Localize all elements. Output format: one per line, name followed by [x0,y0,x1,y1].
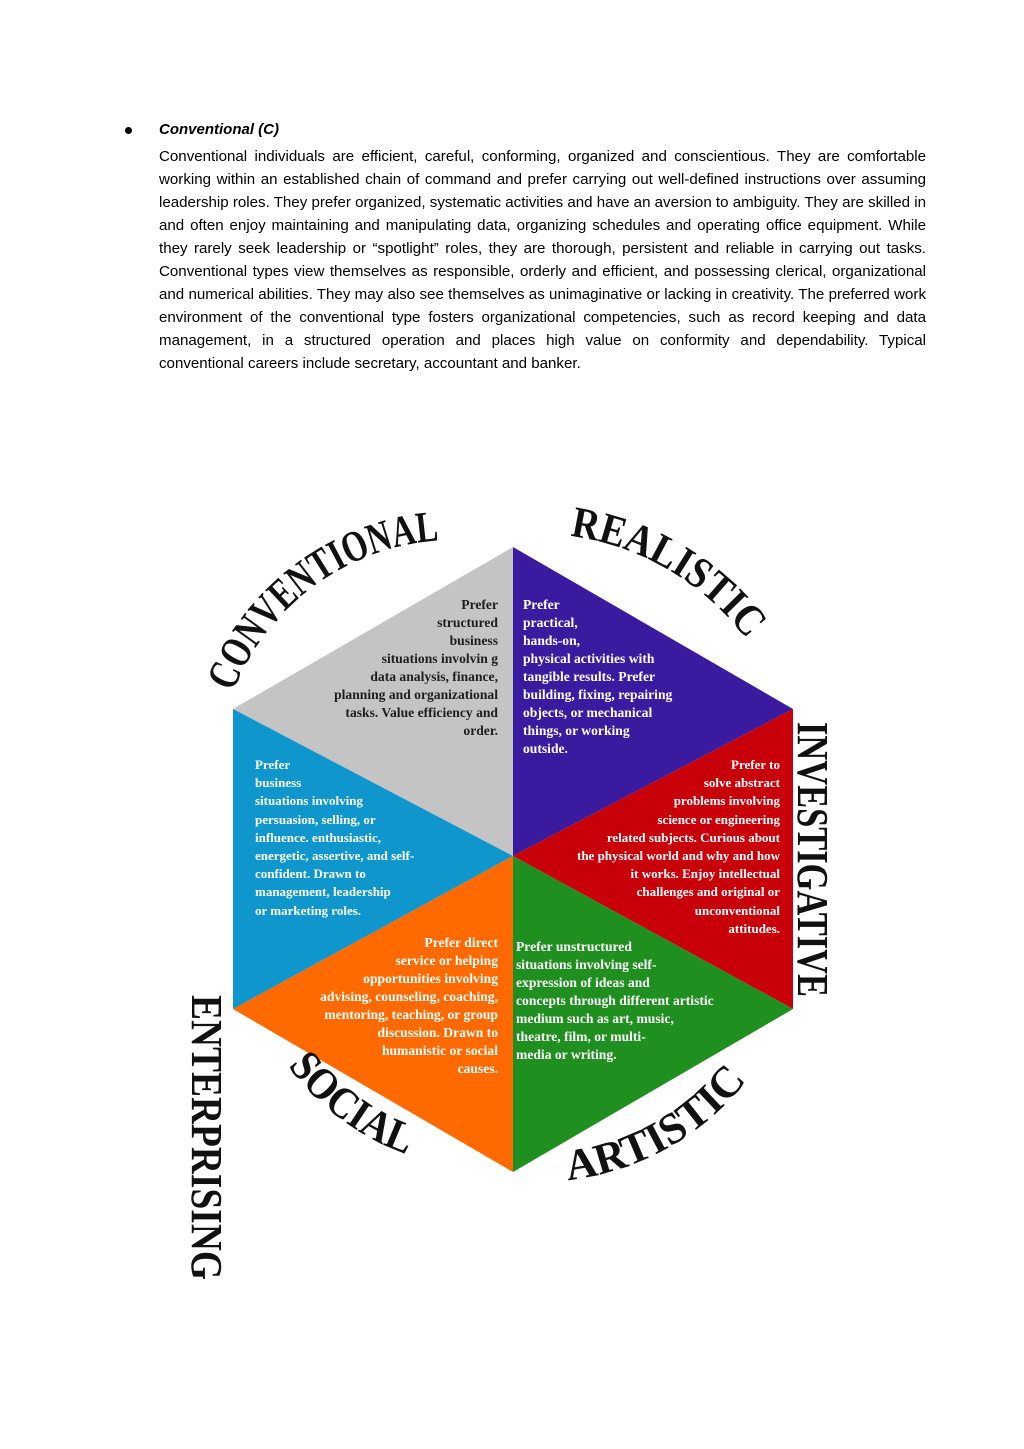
desc-artistic [516,938,756,1064]
desc-line: situations involvin g [381,651,498,666]
desc-line: confident. Drawn to [255,866,366,882]
desc-realistic [523,596,733,758]
desc-line: Prefer [523,597,560,612]
section-heading: Conventional (C) [159,121,279,138]
desc-line: persuasion, selling, or [255,811,376,827]
desc-line: Prefer unstructured [516,939,632,954]
desc-investigative [530,756,780,938]
desc-line: concepts through different artistic [516,993,714,1008]
desc-line: hands-on, [523,633,581,648]
desc-line: opportunities involving [363,971,498,986]
desc-line: humanistic or social [381,1043,498,1058]
desc-line: situations involving [255,793,364,809]
holland-hexagon-figure [170,497,860,1330]
desc-line: planning and organizational [334,687,498,702]
desc-line: business [255,775,302,791]
label-artistic: ARTISTIC [561,1054,755,1191]
desc-line: business [449,633,498,648]
section-paragraph: Conventional individuals are efficient, careful, conforming, organized and conscientious. They are comfortable working within an established chain of command and prefer carrying out well-defined instructions over assuming leadership roles. They prefer organized, systematic activities and have an aversion to ambiguity. They are skilled in and often enjoy maintaining and manipulating data, organizing schedules and operating office equipment. While they rarely seek leadership or “spotlight” roles, they are thorough, persistent and reliable in carrying out tasks. Conventional types view themselves as responsible, orderly and efficient, and possessing clerical, organizational and numerical abilities. They may also see themselves as unimaginative or lacking in creativity. The preferred work environment of the conventional type fosters organizational competencies, such as record keeping and data management, in a structured operation and places high value on conformity and dependability. Typical conventional careers include secretary, accountant and banker. [159,148,926,372]
desc-line: advising, counseling, coaching, [320,989,498,1004]
label-conventional: CONVENTIONAL [197,500,448,696]
desc-line: discussion. Drawn to [377,1025,498,1040]
desc-line: physical activities with [523,651,655,666]
desc-line: things, or working [523,723,630,738]
desc-line: tasks. Value efficiency and [345,705,498,720]
desc-enterprising [255,756,465,920]
desc-line: challenges and original or [636,884,780,900]
desc-line: media or writing. [516,1047,617,1062]
desc-line: Prefer [255,757,291,772]
desc-line: Prefer direct [424,935,498,950]
desc-line: mentoring, teaching, or group [324,1007,498,1022]
desc-line: situations involving self- [516,957,657,972]
desc-line: causes. [457,1061,498,1076]
desc-line: practical, [523,615,578,630]
desc-line: related subjects. Curious about [606,829,780,845]
desc-line: Prefer to [731,757,780,772]
desc-line: it works. Enjoy intellectual [630,866,780,882]
label-investigative: INVESTIGATIVE [788,722,837,1074]
desc-line: order. [463,723,498,738]
desc-line: influence. enthusiastic, [255,829,382,845]
bullet-dot [125,127,132,134]
desc-line: science or engineering [657,811,780,827]
label-realistic: REALISTIC [568,497,780,649]
desc-line: unconventional [694,902,780,918]
desc-line: objects, or mechanical [523,705,653,720]
desc-line: medium such as art, music, [516,1011,674,1026]
desc-line: Prefer [461,597,498,612]
desc-line: attitudes. [728,920,780,936]
desc-line: or marketing roles. [255,902,362,918]
desc-social [270,934,498,1078]
desc-line: problems involving [673,793,780,809]
desc-line: management, leadership [255,884,391,900]
desc-line: building, fixing, repairing [523,687,673,702]
desc-line: data analysis, finance, [370,669,498,684]
desc-line: the physical world and why and how [577,848,780,864]
desc-line: service or helping [395,953,498,968]
desc-line: outside. [523,741,568,756]
desc-line: theatre, film, or multi- [516,1029,646,1044]
desc-line: solve abstract [703,775,780,791]
label-enterprising: ENTERPRISING [182,995,231,1330]
desc-line: structured [437,615,498,630]
desc-conventional [270,596,498,740]
desc-line: tangible results. Prefer [523,669,656,684]
label-social: SOCIAL [280,1041,425,1166]
desc-line: energetic, assertive, and self- [255,848,415,864]
desc-line: expression of ideas and [516,975,650,990]
